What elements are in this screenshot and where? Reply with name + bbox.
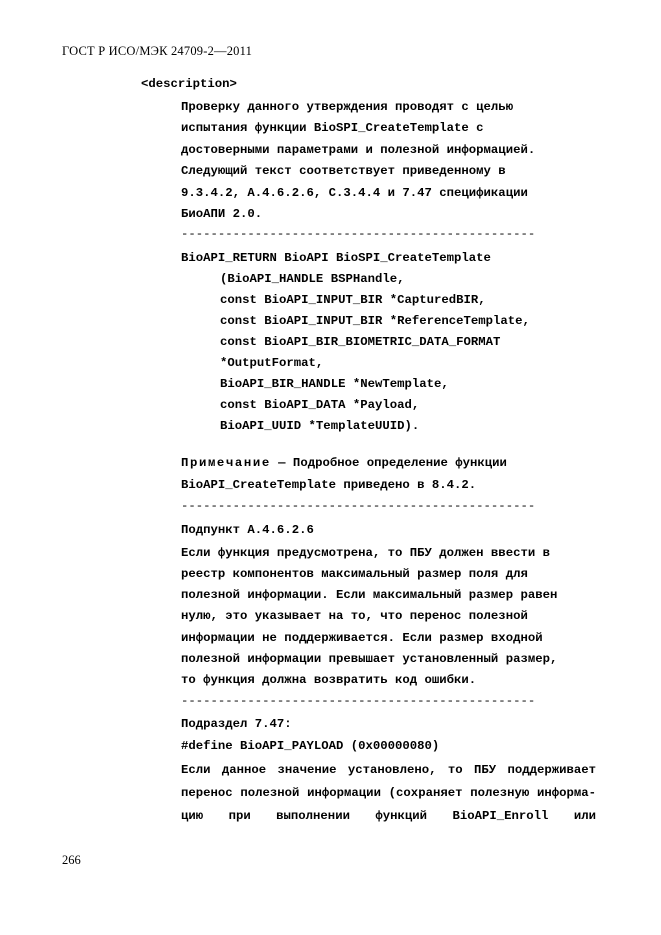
subclause-line: информации не поддерживается. Если размер входной <box>181 631 543 645</box>
section-title: Подраздел 7.47: <box>181 717 292 731</box>
note-line <box>181 456 507 470</box>
signature-param: BioAPI_BIR_HANDLE *NewTemplate, <box>220 377 449 391</box>
signature-param: (BioAPI_HANDLE BSPHandle, <box>220 272 405 286</box>
signature-param: BioAPI_UUID *TemplateUUID). <box>220 419 420 433</box>
section-line: Если данное значение установлено, то ПБУ поддерживает <box>181 763 596 777</box>
intro-line: испытания функции BioSPI_CreateTemplate с <box>181 121 484 135</box>
subclause-title: Подпункт A.4.6.2.6 <box>181 523 314 537</box>
signature-param: const BioAPI_BIR_BIOMETRIC_DATA_FORMAT <box>220 335 501 349</box>
define-line: #define BioAPI_PAYLOAD (0x00000080) <box>181 739 440 753</box>
separator-line: ------------------------------------------------ <box>181 227 536 241</box>
subclause-line: полезной информации. Если максимальный размер равен <box>181 588 558 602</box>
note-line: BioAPI_CreateTemplate приведено в 8.4.2. <box>181 478 477 492</box>
subclause-line: реестр компонентов максимальный размер поля для <box>181 567 528 581</box>
intro-line: БиоАПИ 2.0. <box>181 207 263 221</box>
separator-line: ------------------------------------------------ <box>181 499 536 513</box>
signature-param: *OutputFormat, <box>220 356 324 370</box>
subclause-line: Если функция предусмотрена, то ПБУ должен ввести в <box>181 546 550 560</box>
note-text: — Подробное определение функции <box>270 456 507 470</box>
document-header: ГОСТ Р ИСО/МЭК 24709-2—2011 <box>62 44 253 58</box>
subclause-line: то функция должна возвратить код ошибки. <box>181 673 477 687</box>
subclause-line: нулю, это указывает на то, что перенос полезной <box>181 609 528 623</box>
intro-line: Следующий текст соответствует приведенному в <box>181 164 506 178</box>
signature-line: BioAPI_RETURN BioAPI BioSPI_CreateTemplate <box>181 251 491 265</box>
intro-line: Проверку данного утверждения проводят с целью <box>181 100 514 114</box>
separator-line: ------------------------------------------------ <box>181 694 536 708</box>
signature-param: const BioAPI_DATA *Payload, <box>220 398 420 412</box>
intro-line: достоверными параметрами и полезной информацией. <box>181 143 536 157</box>
note-label: Примечание <box>181 456 271 470</box>
description-tag: <description> <box>141 77 237 91</box>
section-line: цию при выполнении функций BioAPI_Enroll или <box>181 809 596 823</box>
intro-line: 9.3.4.2, A.4.6.2.6, C.3.4.4 и 7.47 спецификации <box>181 186 528 200</box>
subclause-line: полезной информации превышает установленный размер, <box>181 652 558 666</box>
section-line: перенос полезной информации (сохраняет полезную информа- <box>181 786 596 800</box>
signature-param: const BioAPI_INPUT_BIR *CapturedBIR, <box>220 293 486 307</box>
signature-param: const BioAPI_INPUT_BIR *ReferenceTemplate, <box>220 314 530 328</box>
page-number: 266 <box>62 853 81 867</box>
